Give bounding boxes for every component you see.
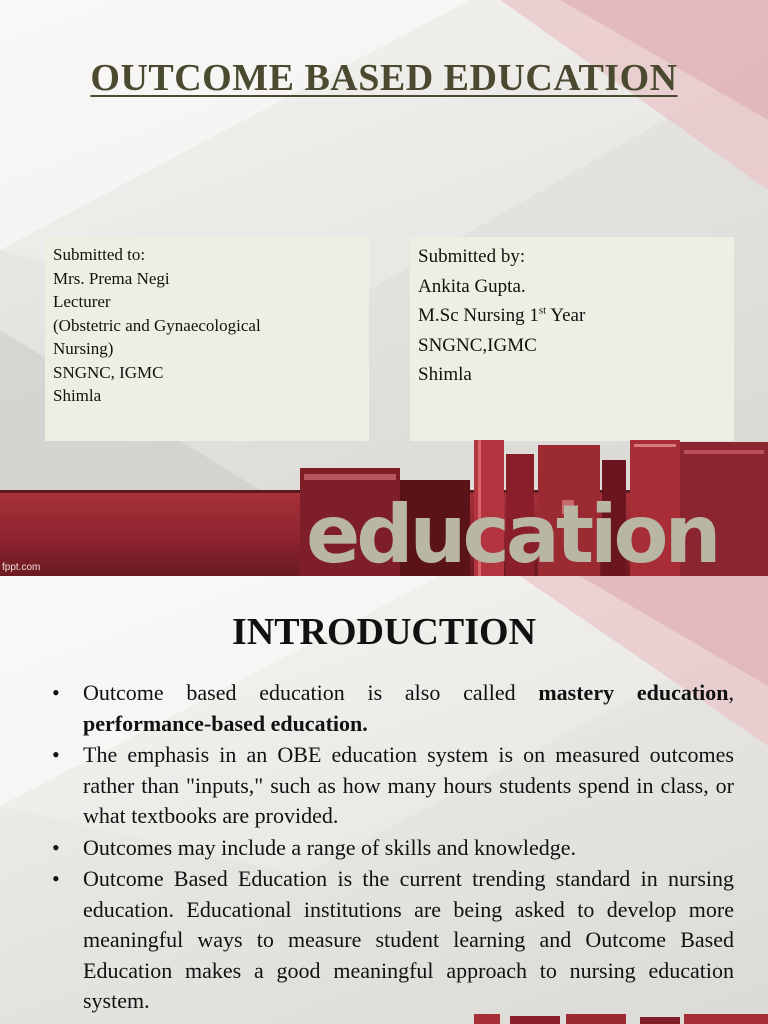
bullet-text: Outcome based education is also called	[83, 680, 539, 705]
bullet-item: • Outcomes may include a range of skills and knowledge.	[52, 833, 734, 864]
banner-word: education	[306, 488, 718, 576]
bold-term: performance-based education.	[83, 710, 368, 736]
course-main: M.Sc Nursing 1	[418, 305, 539, 326]
education-banner	[0, 490, 768, 576]
submitted-to-heading: Submitted to:	[53, 245, 146, 264]
student-name: Ankita Gupta.	[418, 275, 526, 297]
submitted-to-line: Nursing)	[53, 339, 114, 358]
bullet-list	[52, 678, 734, 1018]
submitted-by-box	[410, 237, 734, 441]
student-college: SNGNC,IGMC	[418, 334, 537, 356]
bullet-item: • The emphasis in an OBE education system is on measured outcomes rather than "inputs," such as how many hours students spend in class, or what textbooks are provided.	[52, 740, 734, 832]
submitted-to-line: (Obstetric and Gynaecological	[53, 315, 261, 335]
bullet-text: ,	[728, 680, 735, 705]
intro-title: INTRODUCTION	[231, 611, 537, 653]
submitted-by-heading: Submitted by:	[418, 246, 526, 267]
submitted-to-line: Shimla	[53, 386, 102, 405]
submitted-to-line: Lecturer	[53, 292, 111, 311]
site-tag: fppt.com	[2, 562, 41, 573]
books-image-edge	[470, 1014, 768, 1024]
course-tail: Year	[546, 305, 586, 326]
bullet-item	[52, 678, 734, 739]
student-city: Shimla	[418, 364, 472, 385]
slide-title: OUTCOME BASED EDUCATION	[90, 57, 678, 99]
submitted-to-line: Mrs. Prema Negi	[53, 268, 170, 288]
introduction-slide	[0, 576, 768, 1024]
submitted-to-box	[45, 237, 369, 441]
bullet-item: • Outcome Based Education is the current trending standard in nursing education. Educational institutions are being asked to develop more meaningful ways to measure student learning and Outcome Based Education makes a good meaningful approach to nursing education system.	[52, 864, 734, 1017]
course-ordinal: st	[538, 304, 547, 317]
student-course	[418, 301, 726, 331]
submitted-to-line: SNGNC, IGMC	[53, 362, 164, 382]
bold-term: mastery education	[538, 680, 729, 705]
